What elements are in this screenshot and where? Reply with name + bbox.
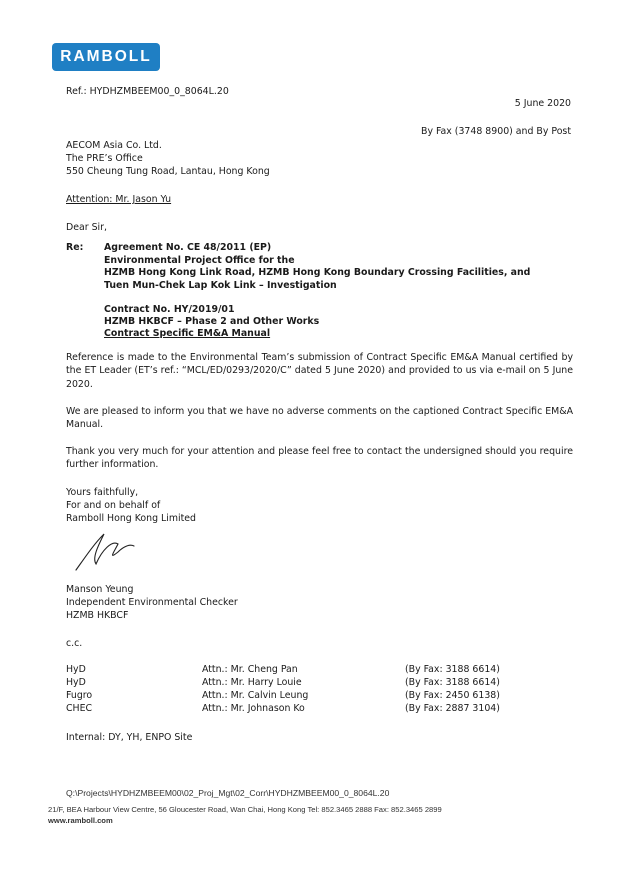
- cc-org: HyD: [66, 677, 86, 688]
- re-agreement: Agreement No. CE 48/2011 (EP): [104, 242, 272, 253]
- reference-number: Ref.: HYDHZMBEEM00_0_8064L.20: [66, 86, 229, 97]
- re-project-title-1: HZMB Hong Kong Link Road, HZMB Hong Kong Boundary Crossing Facilities, and: [104, 267, 531, 278]
- re-project-office: Environmental Project Office for the: [104, 255, 295, 266]
- ramboll-logo: RAMBOLL: [52, 43, 160, 71]
- cc-fax: (By Fax: 2450 6138): [405, 690, 500, 701]
- cc-attention: Attn.: Mr. Cheng Pan: [202, 664, 298, 675]
- handwritten-signature: [74, 530, 144, 575]
- cc-row: [66, 677, 546, 690]
- body-paragraph-1: Reference is made to the Environmental Team’s submission of Contract Specific EM&A Manual certified by the ET Leader (ET’s ref.: “MCL/ED/0293/2020/C” dated 5 June 2020) and provided to us via e-mail on 5 June 2020.: [66, 352, 573, 390]
- letter-date: 5 June 2020: [514, 98, 571, 109]
- cc-org: CHEC: [66, 703, 93, 714]
- signatory-org: HZMB HKBCF: [66, 610, 129, 621]
- body-paragraph-2: We are pleased to inform you that we have no adverse comments on the captioned Contract Specific EM&A Manual.: [66, 406, 573, 431]
- cc-attention: Attn.: Mr. Harry Louie: [202, 677, 302, 688]
- cc-label: c.c.: [66, 638, 83, 649]
- cc-row: [66, 690, 546, 703]
- cc-fax: (By Fax: 3188 6614): [405, 664, 500, 675]
- recipient-address: 550 Cheung Tung Road, Lantau, Hong Kong: [66, 166, 270, 177]
- salutation: Dear Sir,: [66, 222, 107, 233]
- cc-fax: (By Fax: 2887 3104): [405, 703, 500, 714]
- re-label: Re:: [66, 242, 84, 253]
- delivery-method: By Fax (3748 8900) and By Post: [421, 126, 571, 137]
- signatory-name: Manson Yeung: [66, 584, 134, 595]
- office-address: 21/F, BEA Harbour View Centre, 56 Gloucester Road, Wan Chai, Hong Kong Tel: 852.3465 2888 Fax: 852.3465 2899: [48, 805, 442, 814]
- cc-attention: Attn.: Mr. Johnason Ko: [202, 703, 305, 714]
- company-line: Ramboll Hong Kong Limited: [66, 513, 196, 524]
- internal-distribution: Internal: DY, YH, ENPO Site: [66, 732, 193, 743]
- cc-row: [66, 703, 546, 716]
- cc-org: Fugro: [66, 690, 93, 701]
- file-path: Q:\Projects\HYDHZMBEEM00\02_Proj_Mgt\02_Corr\HYDHZMBEEM00_0_8064L.20: [66, 788, 390, 798]
- closing-line: Yours faithfully,: [66, 487, 139, 498]
- recipient-company: AECOM Asia Co. Ltd.: [66, 140, 162, 151]
- signatory-title: Independent Environmental Checker: [66, 597, 238, 608]
- re-subject: Contract Specific EM&A Manual: [104, 328, 271, 339]
- recipient-office: The PRE’s Office: [66, 153, 143, 164]
- body-paragraph-3: Thank you very much for your attention and please feel free to contact the undersigned should you require further information.: [66, 446, 573, 471]
- cc-attention: Attn.: Mr. Calvin Leung: [202, 690, 309, 701]
- cc-fax: (By Fax: 3188 6614): [405, 677, 500, 688]
- re-contract-title: HZMB HKBCF – Phase 2 and Other Works: [104, 316, 320, 327]
- re-contract-number: Contract No. HY/2019/01: [104, 304, 235, 315]
- re-project-title-2: Tuen Mun-Chek Lap Kok Link – Investigation: [104, 280, 337, 291]
- attention-line: Attention: Mr. Jason Yu: [66, 194, 172, 205]
- cc-row: [66, 664, 546, 677]
- on-behalf-line: For and on behalf of: [66, 500, 161, 511]
- website-link[interactable]: www.ramboll.com: [48, 816, 113, 825]
- cc-org: HyD: [66, 664, 86, 675]
